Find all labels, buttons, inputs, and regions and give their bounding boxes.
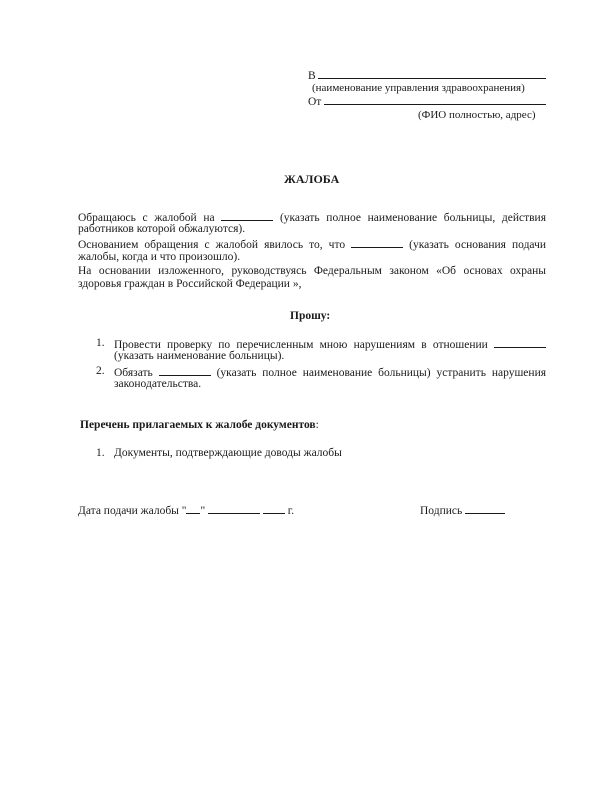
request-item-2-number: 2.: [96, 365, 105, 377]
body-line-3: Основанием обращения с жалобой явилось то, что (указать основания подачи: [78, 236, 546, 252]
request-heading: Прошу:: [290, 310, 331, 322]
year-fill: [263, 502, 285, 514]
request-item-1-line-1: Провести проверку по перечисленным мною нарушениям в отношении: [114, 336, 546, 352]
signature-line: Подпись: [420, 502, 505, 518]
to-prefix: В: [308, 70, 316, 82]
body-line-2: работников которой обжалуются).: [78, 223, 246, 235]
request-item-1-line-2: (указать наименование больницы).: [114, 350, 285, 362]
from-prefix: От: [308, 96, 322, 108]
attachment-item-1-number: 1.: [96, 447, 105, 459]
hospital-fill: [221, 209, 273, 221]
attachments-heading: Перечень прилагаемых к жалобе документов:: [80, 419, 319, 431]
day-fill: [186, 502, 200, 514]
obligate-fill: [159, 364, 211, 376]
body-line-1: Обращаюсь с жалобой на (указать полное наименование больницы, действия: [78, 209, 546, 225]
body-line-4: жалобы, когда и что произошло).: [78, 251, 241, 263]
request-hospital-fill: [494, 336, 546, 348]
date-line: Дата подачи жалобы " " г.: [78, 502, 294, 518]
to-caption: (наименование управления здравоохранения): [312, 82, 525, 94]
to-fill-line: [318, 78, 546, 79]
signature-fill: [465, 502, 505, 514]
month-fill: [208, 502, 260, 514]
body-line-6: здоровья граждан в Российской Федерации »,: [78, 278, 302, 290]
from-caption: (ФИО полностью, адрес): [418, 109, 536, 121]
request-item-2-line-2: законодательства.: [114, 378, 202, 390]
document-title: ЖАЛОБА: [284, 172, 340, 186]
reason-fill: [351, 236, 403, 248]
body-line-5: На основании изложенного, руководствуясь Федеральным законом «Об основах охраны: [78, 265, 546, 277]
request-item-1-number: 1.: [96, 337, 105, 349]
request-item-2-line-1: Обязать (указать полное наименование больницы) устранить нарушения: [114, 364, 546, 380]
from-fill-line: [324, 104, 546, 105]
attachment-item-1-text: Документы, подтверждающие доводы жалобы: [114, 447, 342, 459]
